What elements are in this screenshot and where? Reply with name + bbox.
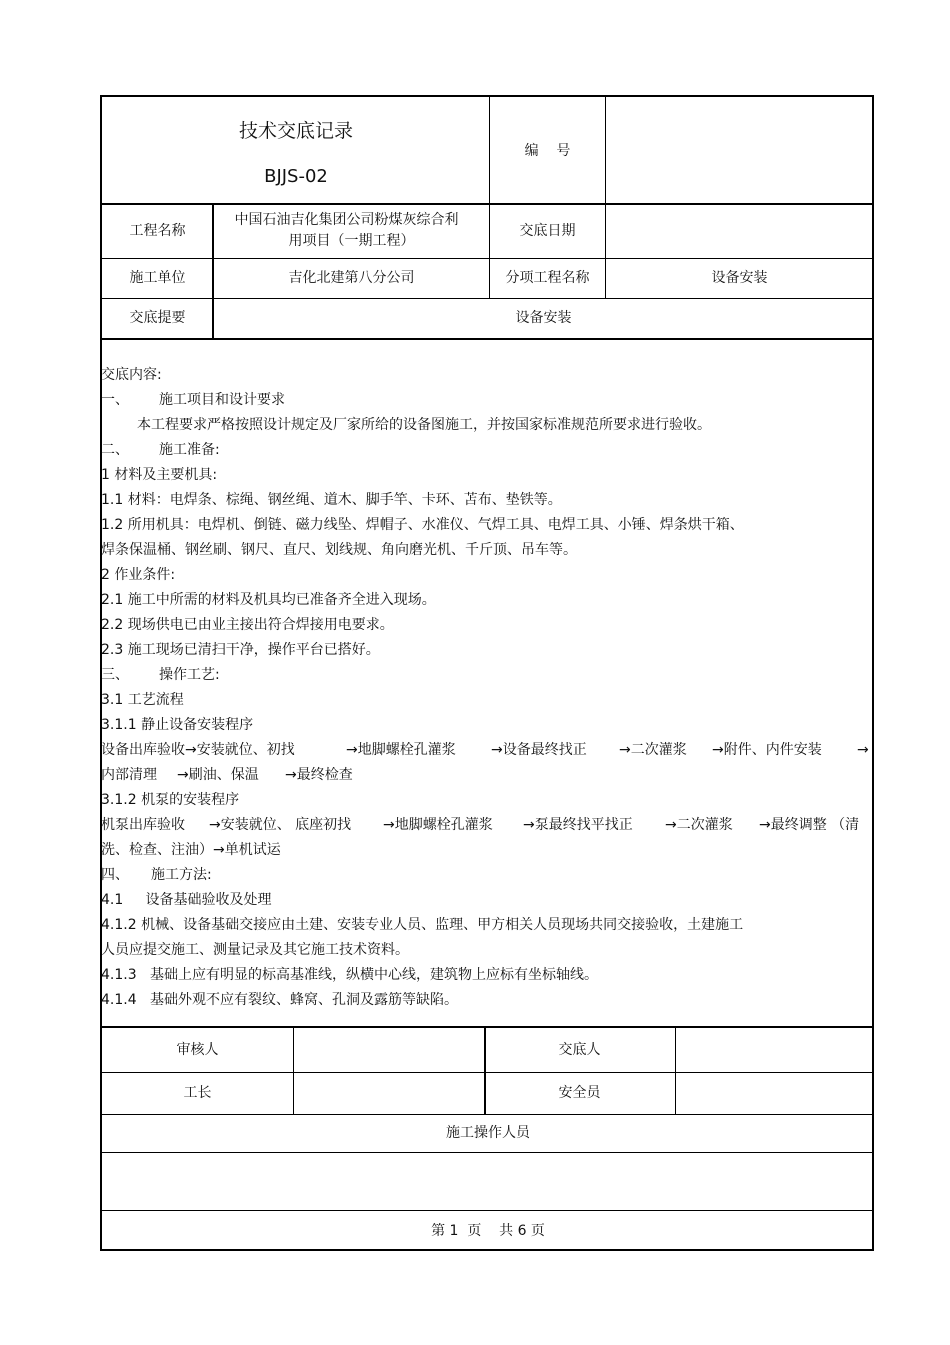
item-2-1-2b: 焊条保温桶、钢丝刷、钢尺、直尺、划线规、角向磨光机、千斤顶、吊车等。: [101, 542, 577, 558]
date-label: 交底日期: [519, 223, 576, 239]
rule-content-bottom: [102, 1026, 874, 1028]
discloser-label: 交底人: [558, 1041, 601, 1058]
project-name-line1: 中国石油吉化集团公司粉煤灰综合利: [234, 212, 459, 228]
safety-officer-label: 安全员: [558, 1085, 601, 1101]
item-2-2-3: 2.3 施工现场已清扫干净，操作平台已搭好。: [101, 642, 380, 658]
flow1-step-6: →: [857, 742, 869, 758]
operators-value: [102, 1152, 874, 1210]
project-name-value: [213, 204, 490, 258]
rule-v-number: [605, 97, 606, 298]
rule-summary-bottom: [102, 338, 874, 340]
section-3-title: 操作工艺:: [159, 667, 220, 683]
project-name-label: 工程名称: [129, 223, 186, 239]
rule-header-bottom: [102, 203, 874, 205]
item-2-1-2a: 1.2 所用机具：电焊机、倒链、磁力线坠、焊帽子、水准仪、气焊工具、电焊工具、小锤、焊条烘干箱、: [101, 517, 744, 533]
section-2-heading: [101, 438, 873, 463]
rule-v-footer-3: [675, 1026, 676, 1114]
flow-static-equipment: [101, 738, 873, 763]
project-name-line2: 用项目（一期工程）: [288, 233, 415, 249]
item-4-1-4: 4.1.4 基础外观不应有裂纹、蜂窝、孔洞及露筋等缺陷。: [101, 992, 458, 1008]
item-3-1-2: 3.1.2 机泵的安装程序: [101, 792, 240, 808]
content-heading: 交底内容:: [101, 367, 162, 383]
flow1-step-4: →二次灌浆: [619, 742, 687, 758]
rule-foreman-bottom: [102, 1114, 874, 1115]
reviewer-value: [293, 1027, 484, 1072]
item-2-2-2: 2.2 现场供电已由业主接出符合焊接用电要求。: [101, 617, 394, 633]
flow2-step-3: →地脚螺栓孔灌浆: [383, 817, 493, 833]
item-2-2: 2 作业条件:: [101, 567, 176, 583]
foreman-label: 工长: [183, 1085, 212, 1101]
flow2-step-1: 机泵出库验收: [101, 817, 185, 833]
rule-project-bottom: [102, 258, 874, 259]
section-4-heading: [101, 863, 873, 888]
safety-officer-value: [675, 1072, 874, 1114]
item-3-1-1: 3.1.1 静止设备安装程序: [101, 717, 254, 733]
flow1b-step-2: →刷油、保温: [177, 767, 259, 783]
flow1-step-3: →设备最终找正: [491, 742, 587, 758]
section-4-title: 施工方法:: [151, 867, 212, 883]
flow2-step-4: →泵最终找平找正: [523, 817, 633, 833]
item-2-2-1: 2.1 施工中所需的材料及机具均已准备齐全进入现场。: [101, 592, 436, 608]
rule-v-footer-2: [484, 1026, 486, 1114]
summary-label: 交底提要: [129, 310, 186, 326]
construction-unit-label: 施工单位: [129, 270, 186, 286]
page-number: 第 1 页 共 6 页: [431, 1222, 545, 1239]
date-value: [605, 204, 874, 258]
flow-pump: [101, 813, 873, 838]
section-1-heading: [101, 388, 873, 413]
rule-operators-bottom: [102, 1210, 874, 1211]
flow1b-step-1: 内部清理: [101, 767, 157, 783]
disclosure-content: [101, 363, 873, 1013]
flow1b-step-3: →最终检查: [285, 767, 353, 783]
section-2-title: 施工准备:: [159, 442, 220, 458]
section-3-number: 三、: [101, 667, 129, 683]
section-1-number: 一、: [101, 392, 129, 408]
section-4-number: 四、: [101, 867, 129, 883]
rule-v-label-col: [212, 203, 214, 338]
flow-pump-cont: 洗、检查、注油）→单机试运: [101, 842, 281, 858]
flow1-step-5: →附件、内件安装: [712, 742, 822, 758]
construction-unit-value: 吉化北建第八分公司: [288, 270, 415, 286]
foreman-value: [293, 1072, 484, 1114]
section-1-title: 施工项目和设计要求: [159, 392, 285, 408]
flow2-step-6: →最终调整 （清: [759, 817, 860, 833]
number-value: [605, 97, 874, 204]
number-label: 编 号: [524, 142, 571, 159]
reviewer-label: 审核人: [176, 1041, 219, 1058]
item-3-1: 3.1 工艺流程: [101, 692, 184, 708]
document-title: 技术交底记录: [238, 119, 353, 142]
flow-static-equipment-cont: [101, 763, 873, 788]
item-2-1: 1 材料及主要机具:: [101, 467, 218, 483]
discloser-value: [675, 1027, 874, 1072]
summary-value: 设备安装: [515, 310, 572, 326]
section-1-body: 本工程要求严格按照设计规定及厂家所给的设备图施工，并按国家标准规范所要求进行验收。: [137, 417, 711, 433]
item-4-1-2a: 4.1.2 机械、设备基础交接应由土建、安装专业人员、监理、甲方相关人员现场共同交接验收，土建施工: [101, 917, 744, 933]
flow1-step-1: 设备出库验收→安装就位、初找: [101, 742, 295, 758]
subitem-value: 设备安装: [711, 270, 768, 286]
title-cell: [102, 97, 490, 204]
item-4-1-3: 4.1.3 基础上应有明显的标高基准线，纵横中心线，建筑物上应标有坐标轴线。: [101, 967, 598, 983]
document-code: BJJS-02: [264, 165, 328, 187]
flow2-step-5: →二次灌浆: [665, 817, 733, 833]
section-3-heading: [101, 663, 873, 688]
rule-operators-label-bottom: [102, 1152, 874, 1153]
rule-v-title: [489, 97, 490, 298]
item-2-1-1: 1.1 材料：电焊条、棕绳、钢丝绳、道木、脚手竿、卡环、苫布、垫铁等。: [101, 492, 562, 508]
rule-reviewer-bottom: [102, 1072, 874, 1073]
flow1-step-2: →地脚螺栓孔灌浆: [346, 742, 456, 758]
operators-label: 施工操作人员: [446, 1125, 530, 1141]
item-4-1: 4.1 设备基础验收及处理: [101, 892, 272, 908]
subitem-label: 分项工程名称: [505, 270, 590, 286]
section-2-number: 二、: [101, 442, 129, 458]
rule-unit-bottom: [102, 298, 874, 299]
flow2-step-2: →安装就位、 底座初找: [209, 817, 352, 833]
rule-v-footer-1: [293, 1026, 294, 1114]
item-4-1-2b: 人员应提交施工、测量记录及其它施工技术资料。: [101, 942, 409, 958]
